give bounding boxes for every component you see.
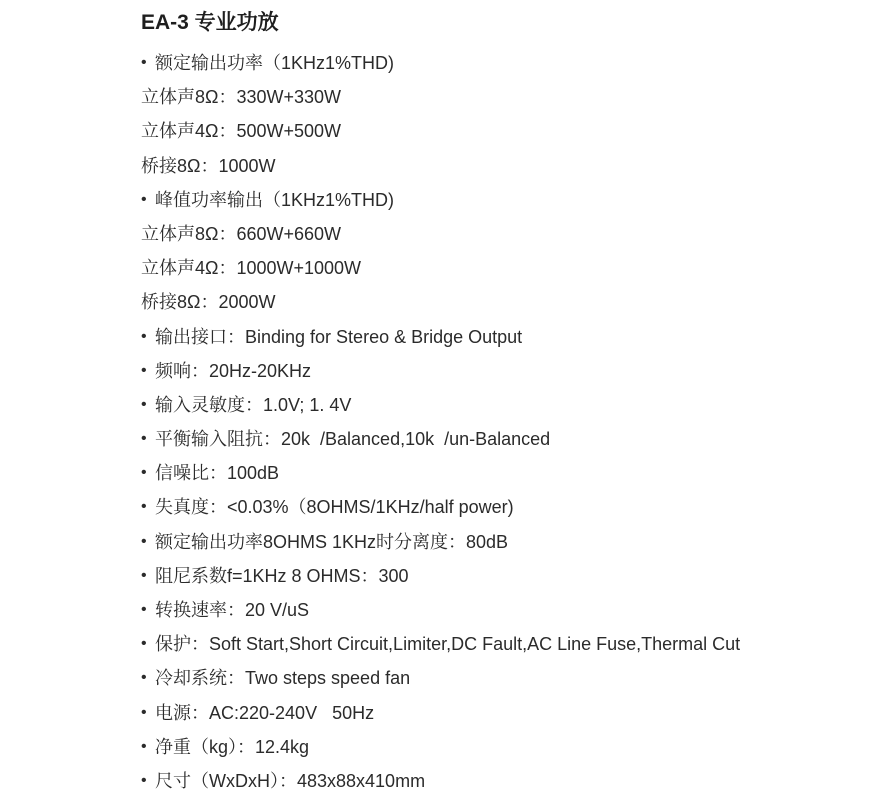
spec-line	[141, 285, 881, 319]
spec-line	[141, 217, 881, 251]
spec-text: 桥接8Ω：2000W	[141, 292, 276, 313]
spec-text: 阻尼系数f=1KHz 8 OHMS：300	[155, 565, 409, 586]
bullet-icon: •	[141, 635, 147, 653]
spec-text: 保护：Soft Start,Short Circuit,Limiter,DC Fault,AC Line Fuse,Thermal Cut	[155, 634, 741, 655]
spec-line	[141, 525, 881, 559]
spec-text: 尺寸（WxDxH）：483x88x410mm	[155, 770, 426, 791]
spec-text: 额定输出功率8OHMS 1KHz时分离度：80dB	[155, 531, 509, 552]
bullet-icon: •	[141, 190, 147, 208]
spec-line	[141, 388, 881, 422]
spec-line	[141, 320, 881, 354]
spec-text: 输出接口：Binding for Stereo & Bridge Output	[155, 326, 523, 347]
spec-text: 电源：AC:220-240V 50Hz	[155, 702, 375, 723]
spec-text: 桥接8Ω：1000W	[141, 155, 276, 176]
bullet-icon: •	[141, 54, 147, 71]
spec-text: 输入灵敏度：1.0V; 1. 4V	[155, 394, 352, 415]
bullet-icon: •	[141, 430, 147, 448]
spec-sheet	[141, 6, 881, 798]
spec-line	[141, 559, 881, 593]
page-title: EA-3 专业功放	[141, 11, 279, 34]
spec-line	[141, 80, 881, 114]
spec-line	[141, 183, 881, 217]
spec-text: 立体声8Ω：330W+330W	[141, 87, 342, 108]
spec-text: 信噪比：100dB	[155, 463, 280, 484]
spec-text: 转换速率：20 V/uS	[155, 600, 310, 620]
bullet-icon: •	[141, 327, 147, 345]
spec-line	[141, 696, 881, 730]
spec-text: 失真度：<0.03%（8OHMS/1KHz/half power)	[155, 497, 514, 518]
spec-text: 立体声4Ω：1000W+1000W	[141, 258, 362, 279]
spec-list	[141, 46, 881, 798]
spec-line	[141, 354, 881, 388]
spec-text: 峰值功率输出（1KHz1%THD)	[155, 189, 395, 210]
bullet-icon: •	[141, 395, 147, 413]
spec-line	[141, 661, 881, 695]
bullet-icon: •	[141, 498, 147, 516]
spec-line	[141, 114, 881, 148]
spec-line	[141, 593, 881, 627]
spec-line	[141, 46, 881, 80]
spec-line	[141, 730, 881, 764]
spec-text: 平衡输入阻抗：20k /Balanced,10k /un-Balanced	[155, 429, 551, 450]
spec-line	[141, 764, 881, 798]
spec-text: 频响：20Hz-20KHz	[155, 360, 312, 381]
bullet-icon: •	[141, 464, 147, 482]
spec-line	[141, 490, 881, 524]
spec-line	[141, 627, 881, 661]
bullet-icon: •	[141, 361, 147, 379]
bullet-icon: •	[141, 703, 147, 721]
spec-text: 立体声4Ω：500W+500W	[141, 121, 342, 142]
bullet-icon: •	[141, 532, 147, 550]
spec-line	[141, 422, 881, 456]
spec-line	[141, 251, 881, 285]
bullet-icon: •	[141, 669, 147, 687]
spec-text: 额定输出功率（1KHz1%THD)	[155, 53, 395, 73]
bullet-icon: •	[141, 737, 147, 755]
spec-text: 净重（kg）：12.4kg	[155, 736, 310, 757]
bullet-icon: •	[141, 601, 147, 618]
spec-line	[141, 456, 881, 490]
bullet-icon: •	[141, 771, 147, 789]
bullet-icon: •	[141, 566, 147, 584]
spec-text: 冷却系统：Two steps speed fan	[155, 668, 411, 689]
spec-text: 立体声8Ω：660W+660W	[141, 223, 342, 244]
spec-line	[141, 149, 881, 183]
